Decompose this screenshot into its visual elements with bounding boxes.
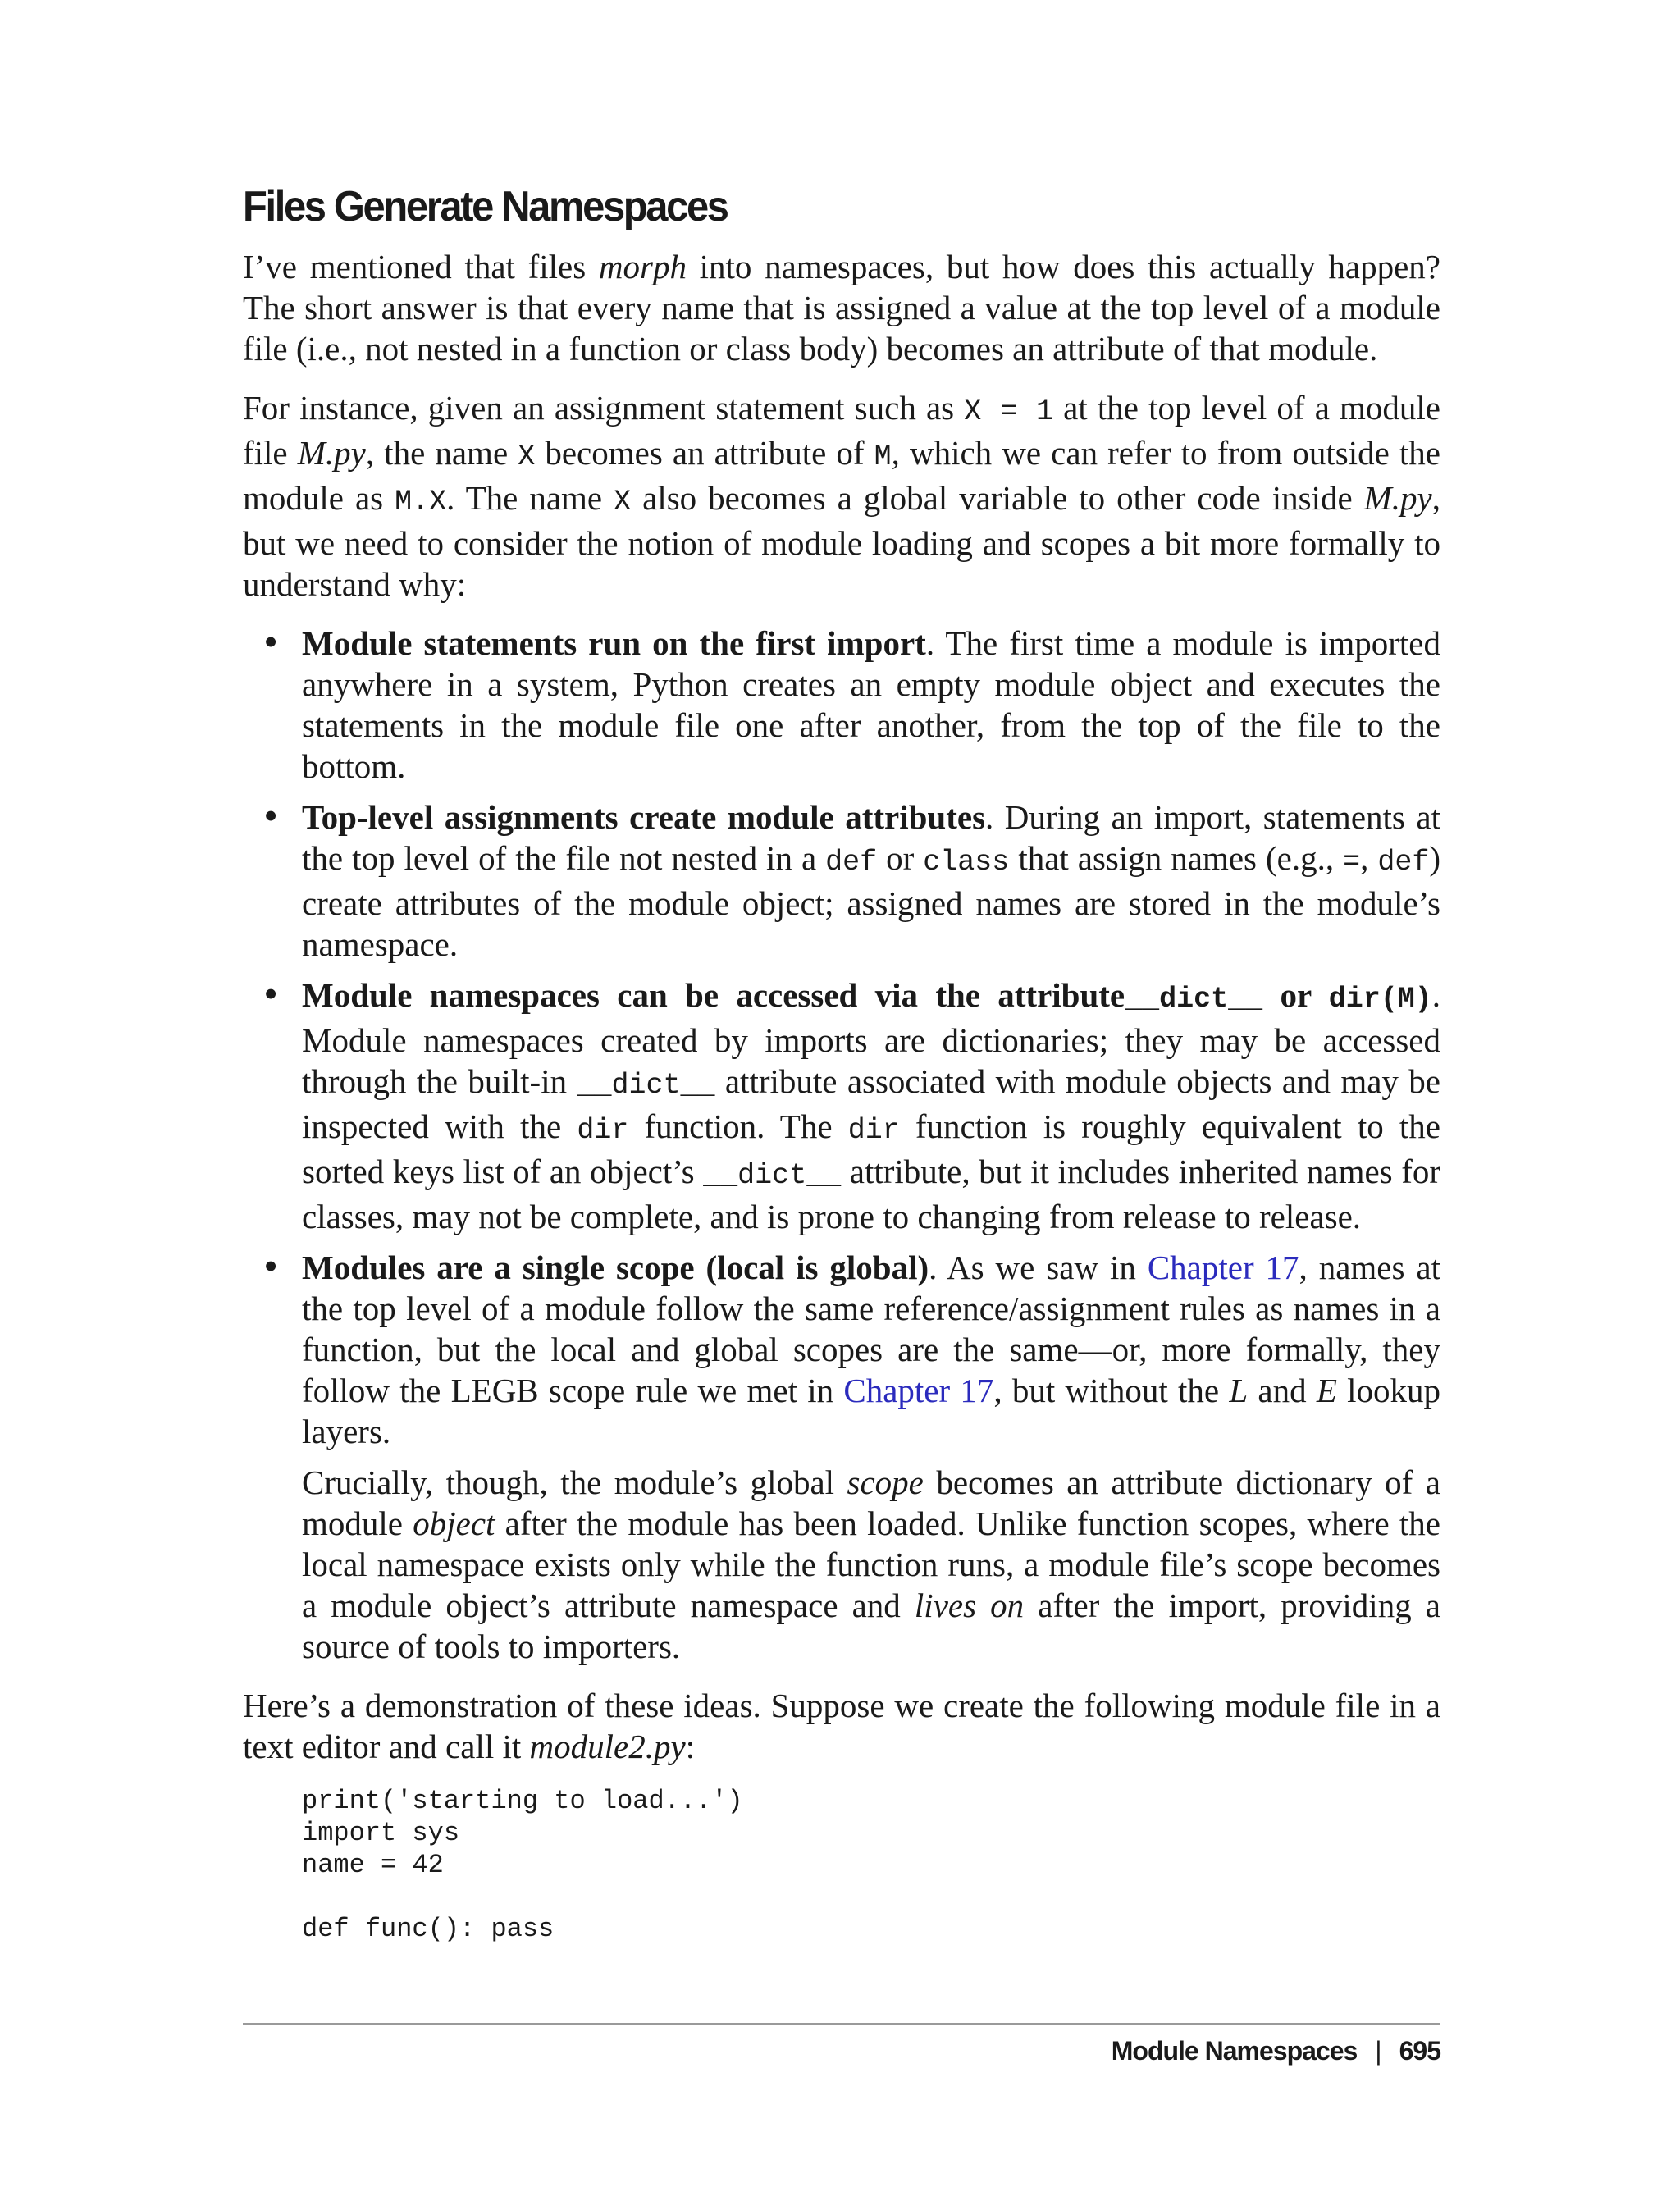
intro-paragraph-2: For instance, given an assignment statement such as X = 1 at the top level of a module file M.py, the name X becomes an attribute of M, which we can refer to from outside the module as M.X. The name X also becomes a global variable to other code inside M.py, but we need to consider the notion of module loading and scopes a bit more formally to understand why: (243, 389, 1440, 603)
list-item: • Module statements run on the first import. The first time a module is imported anywhere in a system, Python creates an empty module object and executes the statements in the module file one after another, from the top of the file to the bottom. (261, 623, 1441, 785)
bullet-icon: • (261, 623, 281, 663)
code-listing: print('starting to load...') import sys name = 42 def func(): pass (302, 1786, 743, 1944)
chapter-17-link[interactable]: Chapter 17 (843, 1372, 994, 1409)
footer-separator: | (1375, 2036, 1381, 2066)
bullet-icon: • (261, 1248, 281, 1287)
section-title: Files Generate Namespaces (243, 183, 728, 231)
page-footer (1112, 2031, 1440, 2070)
list-item: • Top-level assignments create module attributes. During an import, statements at the top level of the file not nested in a def or class that assign names (e.g., =, def) create attributes of the module object; assigned names are stored in the module’s namespace. (261, 797, 1441, 963)
list-item: • Module namespaces can be accessed via the attribute__dict__ or dir(M). Module namespaces created by imports are dictionaries; they may be accessed through the built-in __dict__ attribute associated with module objects and may be inspected with the dir function. The dir function is roughly equivalent to the sorted keys list of an object’s __dict__ attribute, but it includes inherited names for classes, may not be complete, and is prone to changing from release to release. (261, 975, 1440, 1235)
footer-section-name: Module Namespaces (1111, 2036, 1358, 2066)
page-number: 695 (1399, 2036, 1440, 2066)
chapter-17-link[interactable]: Chapter 17 (1147, 1249, 1299, 1286)
list-item: • Modules are a single scope (local is global). As we saw in Chapter 17, names at the top level of a module follow the same reference/assignment rules as names in a function, but the local and global scopes are the same—or, more formally, they follow the LEGB scope rule we met in Chapter 17, but without the L and E lookup layers. Crucially, though, the module’s global scope becomes an attribute dictionary of a module object after the module has been loaded. Unlike function scopes, where the local namespace exists only while the function runs, a module file’s scope becomes a module object’s attribute namespace and lives on after the import, providing a source of tools to importers. (261, 1248, 1441, 1665)
demo-paragraph: Here’s a demonstration of these ideas. Suppose we create the following module file in a text editor and call it module2.py: (243, 1687, 1440, 1765)
bullet-sub-paragraph: Crucially, though, the module’s global scope becomes an attribute dictionary of a module object after the module has been loaded. Unlike function scopes, where the local namespace exists only while the function runs, a module file’s scope becomes a module object’s attribute namespace and lives on after the import, providing a source of tools to importers. (302, 1463, 1440, 1665)
bullet-list (243, 623, 1440, 1667)
page-content (243, 180, 1440, 1945)
bullet-icon: • (261, 975, 281, 1015)
bullet-icon: • (261, 797, 281, 837)
footer-divider (243, 2023, 1440, 2025)
intro-paragraph-1: I’ve mentioned that files morph into namespaces, but how does this actually happen? The short answer is that every name that is assigned a value at the top level of a module file (i.e., not nested in a function or class body) becomes an attribute of that module. (243, 248, 1440, 368)
